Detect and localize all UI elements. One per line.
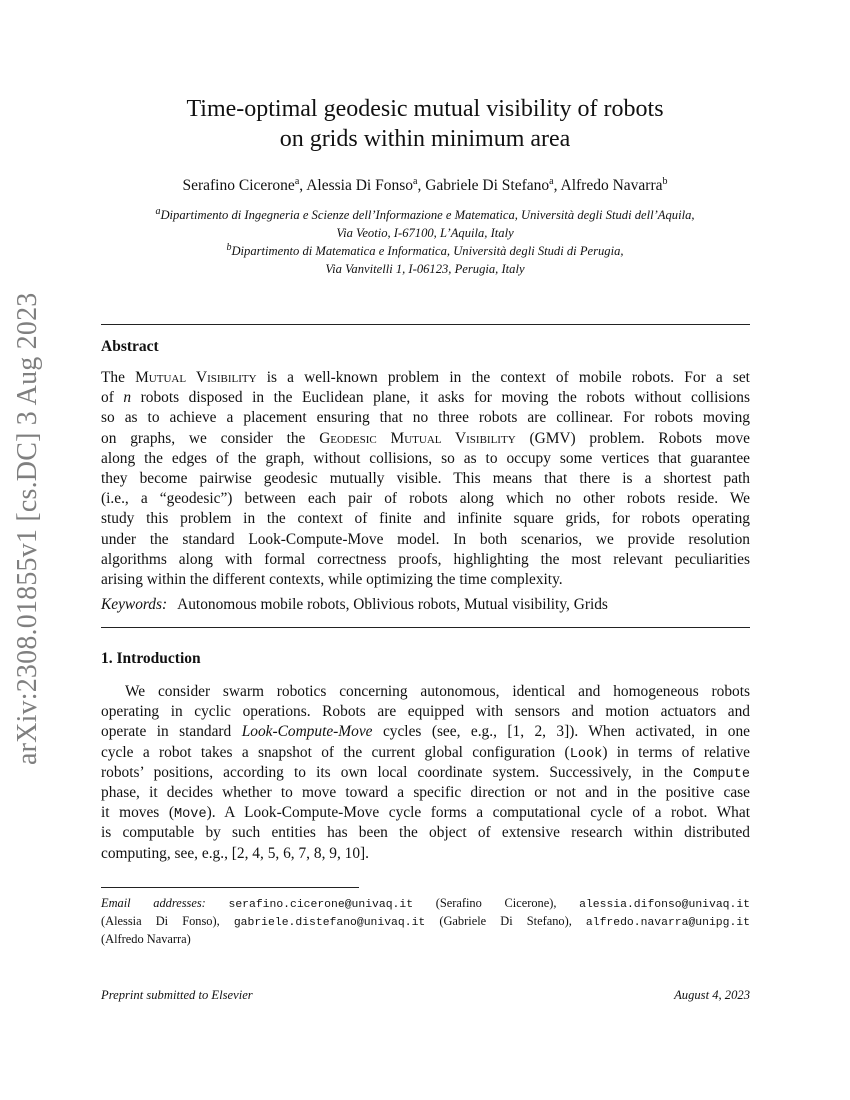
text-run: operate in standard bbox=[101, 723, 232, 741]
text-run: ). A Look-Compute-Move cycle forms a computational cycle of a robot. What bbox=[206, 804, 750, 822]
author-name: Serafino Cicerone bbox=[182, 177, 295, 194]
email-link[interactable]: gabriele.distefano@univaq.it bbox=[233, 917, 426, 929]
affiliation-text: Dipartimento di Matematica e Informatica, Università degli Studi di Perugia, bbox=[231, 244, 624, 258]
footnote-line bbox=[101, 894, 750, 912]
author-affiliation-mark: a bbox=[549, 175, 554, 187]
text-run: it moves ( bbox=[101, 804, 174, 822]
author-affiliation-mark: a bbox=[294, 175, 300, 187]
affiliation-text: Dipartimento di Ingegneria e Scienze dell’Informazione e Matematica, Università degli Studi dell’Aquila, bbox=[160, 208, 695, 222]
footnote-line bbox=[101, 912, 750, 930]
footnote-label: Email addresses: bbox=[101, 896, 206, 910]
intro-line bbox=[101, 763, 750, 783]
author-affiliation-mark: a bbox=[412, 175, 418, 187]
footnote-line: (Alfredo Navarra) bbox=[101, 932, 191, 946]
author-separator: , bbox=[299, 177, 307, 194]
abstract-line bbox=[101, 368, 750, 388]
arxiv-identifier-stamp: arXiv:2308.01855v1 [cs.DC] 3 Aug 2023 bbox=[12, 292, 43, 765]
email-footnote bbox=[101, 894, 750, 948]
email-owner: (Alessia Di Fonso), bbox=[101, 914, 220, 928]
text-run: ) in terms of relative bbox=[602, 743, 750, 761]
problem-name: Geodesic Mutual Visibility bbox=[319, 429, 516, 447]
author-affiliation-mark: b bbox=[662, 175, 668, 187]
text-run: cycle a robot takes a snapshot of the current global configuration ( bbox=[101, 743, 570, 761]
author-list bbox=[0, 176, 850, 196]
code-term: Compute bbox=[692, 766, 750, 782]
abstract-line: study this problem in the context of finite and infinite square grids, for robots operating bbox=[101, 510, 750, 528]
footer-date: August 4, 2023 bbox=[674, 988, 750, 1002]
affiliation-a-line-1 bbox=[0, 207, 850, 225]
intro-line: phase, it decides whether to move toward a specific direction or not and in the positive case bbox=[101, 783, 750, 801]
intro-line: computing, see, e.g., [2, 4, 5, 6, 7, 8, 9, 10]. bbox=[101, 844, 370, 862]
text-run: robots disposed in the Euclidean plane, it asks for moving the robots without collisions bbox=[140, 389, 750, 407]
introduction-heading: 1. Introduction bbox=[101, 650, 201, 667]
introduction-body bbox=[101, 682, 750, 864]
text-run: of bbox=[101, 389, 114, 407]
keywords-label: Keywords: bbox=[101, 596, 168, 613]
abstract-body bbox=[101, 368, 750, 590]
email-link[interactable]: alfredo.navarra@unipg.it bbox=[585, 917, 750, 929]
abstract-line bbox=[101, 388, 750, 408]
author-separator: , bbox=[417, 177, 426, 194]
paper-title bbox=[0, 94, 850, 154]
abstract-line: algorithms along with formal correctness proofs, highlighting the most relevant peculiarities bbox=[101, 550, 750, 568]
affiliation-mark: b bbox=[226, 241, 232, 253]
abstract-line: they become pairwise geodesic mutually visible. This means that there is a shortest path bbox=[101, 469, 750, 487]
model-name: Look-Compute-Move bbox=[241, 723, 373, 741]
intro-line bbox=[101, 722, 750, 742]
affiliation-mark: a bbox=[155, 205, 161, 217]
abstract-line bbox=[101, 429, 750, 449]
text-run: (GMV) problem. Robots move bbox=[529, 429, 750, 447]
footnote-rule bbox=[101, 887, 359, 888]
abstract-line: (i.e., a “geodesic”) between each pair of robots along which no other robots reside. We bbox=[101, 490, 750, 508]
title-line-1: Time-optimal geodesic mutual visibility of robots bbox=[186, 96, 664, 122]
intro-line: We consider swarm robotics concerning autonomous, identical and homogeneous robots bbox=[125, 683, 750, 700]
keywords bbox=[101, 596, 750, 614]
author-name: Alfredo Navarra bbox=[560, 177, 663, 194]
title-line-2: on grids within minimum area bbox=[279, 126, 571, 152]
intro-line: is computable by such entities has been the object of extensive research within distributed bbox=[101, 824, 750, 842]
abstract-heading: Abstract bbox=[101, 338, 159, 355]
keywords-text: Autonomous mobile robots, Oblivious robots, Mutual visibility, Grids bbox=[177, 596, 608, 613]
problem-name: Mutual Visibility bbox=[135, 369, 257, 386]
affiliation-a-line-2: Via Veotio, I-67100, L’Aquila, Italy bbox=[336, 225, 514, 240]
text-run: The bbox=[101, 369, 125, 386]
email-owner: (Gabriele Di Stefano), bbox=[439, 914, 572, 928]
affiliation-b-line-1 bbox=[0, 243, 850, 261]
abstract-top-rule bbox=[101, 324, 750, 325]
email-link[interactable]: alessia.difonso@univaq.it bbox=[579, 899, 750, 911]
abstract-line: arising within the different contexts, while optimizing the time complexity. bbox=[101, 570, 563, 588]
author-separator: , bbox=[553, 177, 561, 194]
affiliation-b bbox=[0, 243, 850, 278]
email-owner: (Serafino Cicerone), bbox=[435, 896, 557, 910]
intro-line: operating in cyclic operations. Robots are equipped with sensors and motion actuators and bbox=[101, 703, 750, 721]
abstract-line: under the standard Look-Compute-Move model. In both scenarios, we provide resolution bbox=[101, 530, 750, 548]
abstract-line: along the edges of the graph, without collisions, so as to occupy some vertices that guarantee bbox=[101, 449, 750, 467]
intro-line bbox=[101, 803, 750, 823]
code-term: Move bbox=[173, 807, 207, 823]
text-run: robots’ positions, according to its own local coordinate system. Successively, in the bbox=[101, 763, 683, 781]
footer-preprint-note: Preprint submitted to Elsevier bbox=[101, 988, 253, 1002]
intro-line bbox=[101, 743, 750, 763]
email-link[interactable]: serafino.cicerone@univaq.it bbox=[228, 899, 414, 911]
math-variable: n bbox=[123, 389, 132, 407]
abstract-bottom-rule bbox=[101, 627, 750, 628]
abstract-line: so as to achieve a placement ensuring that no three robots are collinear. For robots moving bbox=[101, 409, 750, 427]
affiliation-b-line-2: Via Vanvitelli 1, I-06123, Perugia, Italy bbox=[325, 261, 525, 276]
author-name: Alessia Di Fonso bbox=[306, 177, 413, 194]
text-run: is a well-known problem in the context of mobile robots. For a set bbox=[266, 369, 750, 386]
affiliation-a bbox=[0, 207, 850, 242]
text-run: cycles (see, e.g., [1, 2, 3]). When activated, in one bbox=[382, 723, 750, 741]
code-term: Look bbox=[569, 746, 603, 762]
text-run: on graphs, we consider the bbox=[101, 429, 306, 447]
author-name: Gabriele Di Stefano bbox=[425, 177, 550, 194]
